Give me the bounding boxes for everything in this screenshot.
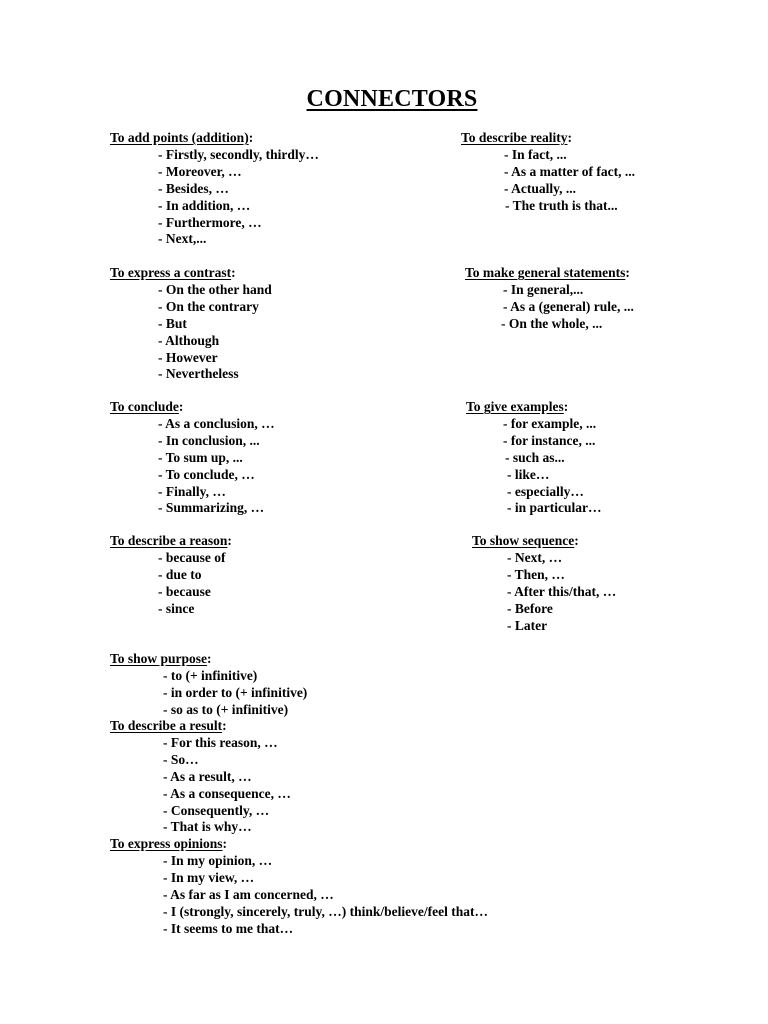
list-item: - Before xyxy=(507,600,553,616)
heading-colon: : xyxy=(248,130,254,145)
list-item: - Firstly, secondly, thirdly… xyxy=(158,146,319,162)
heading-colon: : xyxy=(625,265,630,280)
list-item: - Nevertheless xyxy=(158,366,239,382)
list-item: - Next, … xyxy=(507,549,563,565)
section-heading-text: To describe a result xyxy=(110,718,223,733)
list-item: - It seems to me that… xyxy=(163,920,294,936)
section-heading xyxy=(110,651,307,668)
list-item: - since xyxy=(158,600,195,616)
section-heading xyxy=(466,399,602,416)
list-item: - Summarizing, … xyxy=(158,500,265,516)
heading-colon: : xyxy=(178,399,184,414)
connector-list xyxy=(110,282,272,383)
section-heading-text: To make general statements xyxy=(465,265,626,280)
connector-list xyxy=(472,550,616,635)
list-item: - As a (general) rule, ... xyxy=(503,298,634,314)
connector-list xyxy=(110,735,291,836)
list-item: - As a conclusion, … xyxy=(158,415,275,431)
list-item: - In my opinion, … xyxy=(163,852,273,868)
heading-colon: : xyxy=(231,265,236,280)
section-general xyxy=(465,265,634,333)
section-heading xyxy=(465,265,634,282)
connector-list xyxy=(110,416,275,517)
list-item: - I (strongly, sincerely, truly, …) think/believe/feel that… xyxy=(163,903,488,919)
heading-colon: : xyxy=(222,836,228,851)
section-opinions xyxy=(110,836,488,937)
list-item: - For this reason, … xyxy=(163,734,278,750)
list-item: - so as to (+ infinitive) xyxy=(163,701,289,717)
list-item: - especially… xyxy=(507,483,584,499)
section-reason xyxy=(110,533,232,618)
connector-list xyxy=(466,416,602,517)
list-item: - In my view, … xyxy=(163,869,255,885)
connector-list xyxy=(110,853,488,938)
section-heading xyxy=(110,130,319,147)
list-item: - Later xyxy=(507,617,548,633)
connector-list xyxy=(110,550,232,618)
section-heading-text: To conclude xyxy=(110,399,179,414)
list-item: - for instance, ... xyxy=(503,432,596,448)
heading-colon: : xyxy=(563,399,569,414)
list-item: - On the other hand xyxy=(158,281,272,297)
section-heading-text: To describe a reason xyxy=(110,533,228,548)
list-item: - The truth is that... xyxy=(505,197,618,213)
list-item: - Besides, … xyxy=(158,180,229,196)
section-addition xyxy=(110,130,319,248)
list-item: - After this/that, … xyxy=(507,583,617,599)
list-item: - like… xyxy=(507,466,550,482)
list-item: - However xyxy=(158,349,218,365)
list-item: - Although xyxy=(158,332,220,348)
heading-colon: : xyxy=(222,718,227,733)
list-item: - Actually, ... xyxy=(504,180,577,196)
section-heading xyxy=(110,836,488,853)
list-item: - Furthermore, … xyxy=(158,214,262,230)
list-item: - To conclude, … xyxy=(158,466,255,482)
connector-list xyxy=(465,282,634,333)
section-heading xyxy=(461,130,635,147)
section-heading xyxy=(110,265,272,282)
list-item: - Finally, … xyxy=(158,483,226,499)
section-contrast xyxy=(110,265,272,383)
section-result xyxy=(110,718,291,836)
section-heading xyxy=(110,533,232,550)
list-item: - due to xyxy=(158,566,202,582)
section-heading-text: To give examples xyxy=(466,399,564,414)
list-item: - In conclusion, ... xyxy=(158,432,260,448)
list-item: - As a consequence, … xyxy=(163,785,291,801)
section-heading-text: To express a contrast xyxy=(110,265,232,280)
section-heading-text: To express opinions xyxy=(110,836,223,851)
list-item: - So… xyxy=(163,751,199,767)
heading-colon: : xyxy=(567,130,572,145)
list-item: - to (+ infinitive) xyxy=(163,667,258,683)
section-conclude xyxy=(110,399,275,517)
list-item: - Next,... xyxy=(158,231,207,247)
list-item: - On the contrary xyxy=(158,298,259,314)
section-purpose xyxy=(110,651,307,719)
heading-colon: : xyxy=(574,533,579,548)
list-item: - such as... xyxy=(505,449,565,465)
section-heading-text: To add points (addition) xyxy=(110,130,249,145)
section-heading xyxy=(110,718,291,735)
list-item: - That is why… xyxy=(163,819,252,835)
section-heading xyxy=(472,533,616,550)
list-item: - Then, … xyxy=(507,566,565,582)
list-item: - As a matter of fact, ... xyxy=(504,163,635,179)
list-item: - in order to (+ infinitive) xyxy=(163,684,308,700)
list-item: - But xyxy=(158,315,187,331)
list-item: - To sum up, ... xyxy=(158,449,243,465)
heading-colon: : xyxy=(207,651,212,666)
connector-list xyxy=(110,147,319,248)
list-item: - because of xyxy=(158,549,226,565)
list-item: - Consequently, … xyxy=(163,802,270,818)
connector-list xyxy=(110,668,307,719)
list-item: - because xyxy=(158,583,211,599)
section-heading-text: To show purpose xyxy=(110,651,208,666)
list-item: - On the whole, ... xyxy=(501,315,603,331)
section-sequence xyxy=(472,533,616,634)
list-item: - In fact, ... xyxy=(504,146,567,162)
section-reality xyxy=(461,130,635,215)
section-heading xyxy=(110,399,275,416)
connector-list xyxy=(461,147,635,215)
page-title: CONNECTORS xyxy=(306,86,478,112)
list-item: - for example, ... xyxy=(503,415,597,431)
list-item: - As a result, … xyxy=(163,768,252,784)
heading-colon: : xyxy=(227,533,232,548)
section-heading-text: To show sequence xyxy=(472,533,575,548)
list-item: - Moreover, … xyxy=(158,163,242,179)
section-examples xyxy=(466,399,602,517)
list-item: - As far as I am concerned, … xyxy=(163,886,334,902)
list-item: - In addition, … xyxy=(158,197,251,213)
section-heading-text: To describe reality xyxy=(461,130,568,145)
list-item: - in particular… xyxy=(507,500,602,516)
list-item: - In general,... xyxy=(503,281,584,297)
